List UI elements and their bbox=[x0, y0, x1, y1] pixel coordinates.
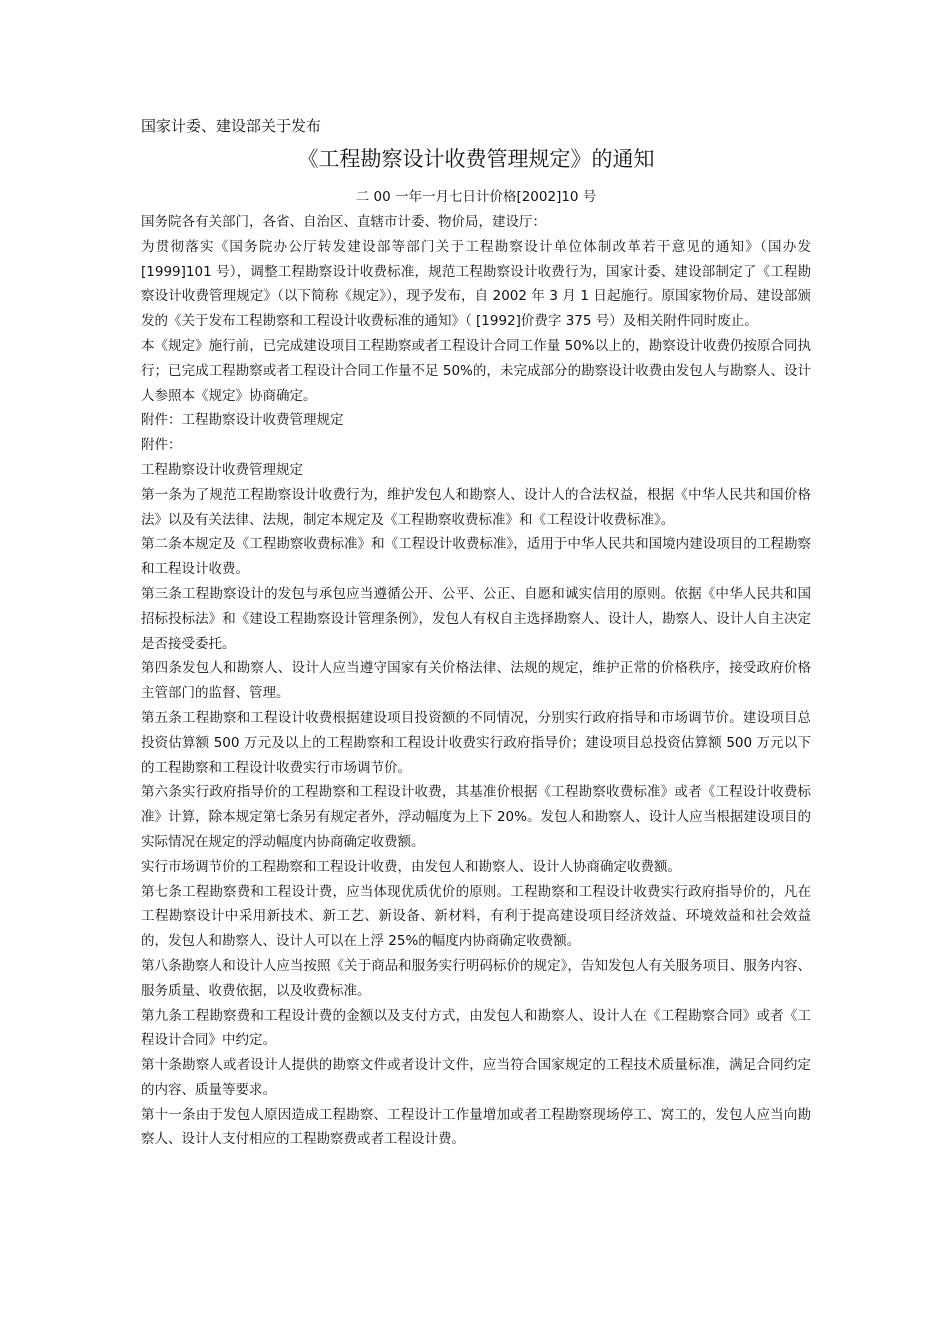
document-page bbox=[141, 113, 811, 1152]
document-number: 二 00 一年一月七日计价格[2002]10 号 bbox=[355, 189, 597, 205]
article: 第一条为了规范工程勘察设计收费行为，维护发包人和勘察人、设计人的合法权益，根据《中华人民共和国价格法》以及有关法律、法规，制定本规定及《工程勘察收费标准》和《工程设计收费标准》。 bbox=[141, 486, 811, 528]
document-pre-title: 国家计委、建设部关于发布 bbox=[141, 117, 322, 135]
paragraph-attachment-label: 附件： bbox=[141, 437, 182, 454]
document-body bbox=[141, 210, 811, 1152]
article: 第十一条由于发包人原因造成工程勘察、工程设计工作量增加或者工程勘察现场停工、窝工的，发包人应当向勘察人、设计人支付相应的工程勘察费或者工程设计费。 bbox=[141, 1106, 811, 1148]
article: 第七条工程勘察费和工程设计费，应当体现优质优价的原则。工程勘察和工程设计收费实行政府指导价的，凡在工程勘察设计中采用新技术、新工艺、新设备、新材料，有利于提高建设项目经济效益、环境效益和社会效益的，发包人和勘察人、设计人可以在上浮 25%的幅度内协商确定收费额。 bbox=[141, 883, 811, 950]
article: 第六条实行政府指导价的工程勘察和工程设计收费，其基准价根据《工程勘察收费标准》或者《工程设计收费标准》计算，除本规定第七条另有规定者外，浮动幅度为上下 20%。发包人和勘察人、设计人应当根据建设项目的实际情况在规定的浮动幅度内协商确定收费额。 bbox=[141, 784, 811, 850]
paragraph-addressee: 国务院各有关部门，各省、自治区、直辖市计委、物价局，建设厅： bbox=[141, 214, 546, 230]
article: 第九条工程勘察费和工程设计费的金额以及支付方式，由发包人和勘察人、设计人在《工程勘察合同》或者《工程设计合同》中约定。 bbox=[141, 1007, 811, 1049]
document-title: 《工程勘察设计收费管理规定》的通知 bbox=[297, 147, 655, 171]
paragraph-attachment-ref: 附件：工程勘察设计收费管理规定 bbox=[141, 412, 344, 429]
article: 第八条勘察人和设计人应当按照《关于商品和服务实行明码标价的规定》，告知发包人有关服务项目、服务内容、服务质量、收费依据，以及收费标准。 bbox=[141, 957, 811, 999]
paragraph: 为贯彻落实《国务院办公厅转发建设部等部门关于工程勘察设计单位体制改革若干意见的通知》（国办发[1999]101 号），调整工程勘察设计收费标准，规范工程勘察设计收费行为，国家计委、建设部制定了《工程勘察设计收费管理规定》（以下简称《规定》），现予发布，自 2002 年 3 月 1 日起施行。原国家物价局、建设部颁发的《关于发布工程勘察和工程设计收费标准的通知》（ [1992]价费字 375 号）及相关附件同时废止。 bbox=[141, 238, 811, 330]
article: 第二条本规定及《工程勘察收费标准》和《工程设计收费标准》，适用于中华人民共和国境内建设项目的工程勘察和工程设计收费。 bbox=[141, 536, 811, 578]
paragraph: 实行市场调节价的工程勘察和工程设计收费，由发包人和勘察人、设计人协商确定收费额。 bbox=[141, 858, 681, 875]
article: 第五条工程勘察和工程设计收费根据建设项目投资额的不同情况，分别实行政府指导和市场调节价。建设项目总投资估算额 500 万元及以上的工程勘察和工程设计收费实行政府指导价；建设项目总投资估算额 500 万元以下的工程勘察和工程设计收费实行市场调节价。 bbox=[141, 709, 811, 776]
article: 第十条勘察人或者设计人提供的勘察文件或者设计文件，应当符合国家规定的工程技术质量标准，满足合同约定的内容、质量等要求。 bbox=[141, 1057, 811, 1098]
article: 第三条工程勘察设计的发包与承包应当遵循公开、公平、公正、自愿和诚实信用的原则。依据《中华人民共和国招标投标法》和《建设工程勘察设计管理条例》，发包人有权自主选择勘察人、设计人，勘察人、设计人自主决定是否接受委托。 bbox=[141, 585, 811, 652]
article: 第四条发包人和勘察人、设计人应当遵守国家有关价格法律、法规的规定，维护正常的价格秩序，接受政府价格主管部门的监督、管理。 bbox=[141, 660, 811, 702]
paragraph: 本《规定》施行前，已完成建设项目工程勘察或者工程设计合同工作量 50%以上的，勘察设计收费仍按原合同执行；已完成工程勘察或者工程设计合同工作量不足 50%的，未完成部分的勘察设计收费由发包人与勘察人、设计人参照本《规定》协商确定。 bbox=[141, 337, 811, 404]
paragraph-attachment-title: 工程勘察设计收费管理规定 bbox=[141, 461, 303, 478]
